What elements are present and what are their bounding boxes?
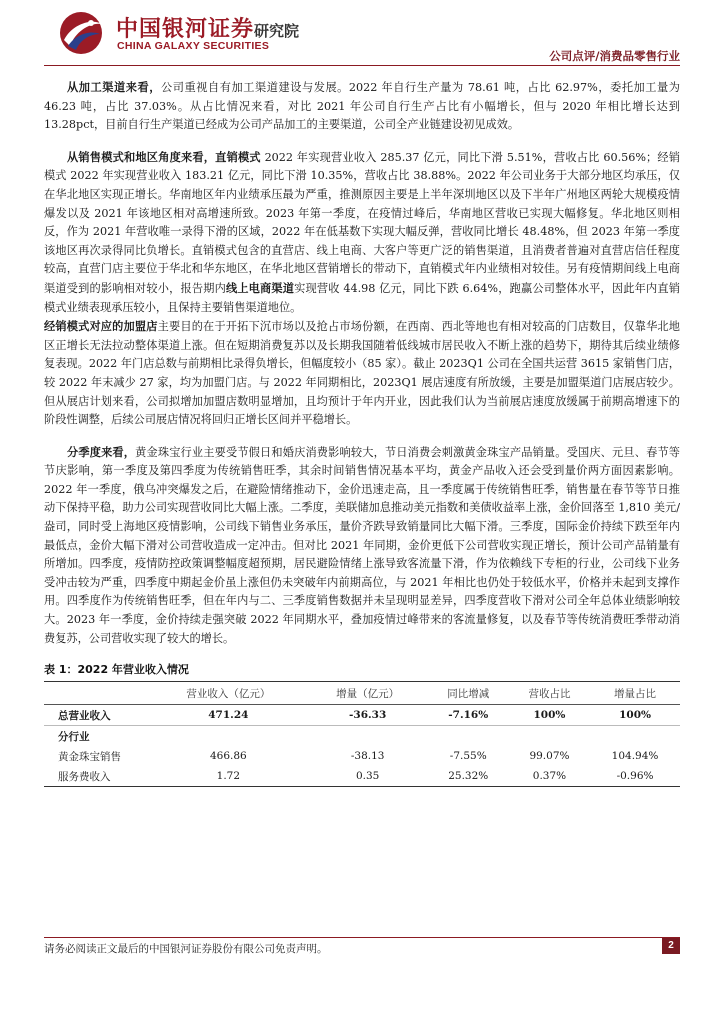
paragraph-lead: 从销售模式和地区角度来看，直销模式 (67, 149, 261, 164)
table-header-cell: 营收占比 (509, 682, 590, 705)
paragraph-sales-mode (44, 148, 680, 317)
table-cell (509, 726, 590, 747)
revenue-table (44, 681, 680, 787)
brand-name-en: CHINA GALAXY SECURITIES (117, 40, 270, 52)
table-cell: 100% (509, 705, 590, 726)
table-row (44, 746, 680, 766)
header-divider (44, 65, 680, 66)
row-label: 黄金珠宝销售 (58, 750, 121, 763)
brand-name-cn: 中国银河证券 (116, 17, 255, 42)
table-header-cell (44, 682, 149, 705)
table-caption: 表 1：2022 年营业收入情况 (44, 663, 189, 677)
table-header-cell: 增量占比 (590, 682, 680, 705)
table-cell: -7.16% (428, 705, 509, 726)
table-cell: 0.35 (308, 766, 428, 787)
report-type: 公司点评/消费品零售行业 (549, 49, 680, 63)
row-label: 分行业 (58, 730, 90, 743)
table-cell: 100% (590, 705, 680, 726)
paragraph-processing-channel (44, 78, 680, 135)
paragraph-franchise (44, 317, 680, 430)
row-label: 服务费收入 (44, 766, 149, 787)
table-cell (590, 726, 680, 747)
table-cell: -0.96% (590, 766, 680, 787)
table-row (44, 726, 680, 747)
table-cell: 471.24 (149, 705, 308, 726)
report-body (44, 78, 680, 787)
paragraph-quarterly (44, 443, 680, 649)
paragraph-lead: 从加工渠道来看， (67, 80, 161, 94)
paragraph-text: 主要目的在于开拓下沉市场以及抢占市场份额，在西南、西北等地也有相对较高的门店数目，仅靠华北地区正增长无法拉动整体渠道上涨。但在短期消费复苏以及长期我国随着低线城市居民收入不断上涨的趋势下，期待其后续业绩修复表现。2022 年门店总数与前期相比录得负增长，但幅度较小（85 家）。截止 2023Q1 公司在全国共运营 3615 家销售门店，较 2022 年末减少 27 家，均为加盟门店。与 2022 年同期相比，2023Q1 展店速度有所放缓，主要是加盟渠道门店展店较少。但从展店计划来看，公司拟增加加盟店数明显增加，且均预计于年内开业，因此我们认为当前展店速度放缓属于前期高增速下的阶段性调整，后续公司展店情况将回归正增长区间并平稳增长。 (44, 320, 680, 427)
table-cell (428, 726, 509, 747)
table-row (44, 705, 680, 726)
table-cell: -38.13 (350, 750, 385, 763)
table-header-cell: 增量（亿元） (308, 682, 428, 705)
paragraph-text: 黄金珠宝行业主要受节假日和婚庆消费影响较大，节日消费会刺激黄金珠宝产品销量。受国庆、元旦、春节等节庆影响，第一季度及第四季度为传统销售旺季，其余时间销售情况基本平均，黄金产品收入还会受到量价两方面因素影响。2022 年一季度，俄乌冲突爆发之后，在避险情绪推动下，金价迅速走高，且一季度属于传统销售旺季，销售量在春节等节日推动下保持平稳，助力公司实现营收同比大幅上涨。二季度，美联储加息推动美元指数和美债收益率上涨，金价回落至 1,810 美元/盎司，同时受上海地区疫情影响，公司线下销售业务承压，量价齐跌导致销量同比大幅下滑。三季度，国际金价持续下跌至年内最低点，金价大幅下滑对公司营收造成一定冲击。但对比 2021 年同期，金价更低下公司营收实现正增长，预计公司产品销量有所增加。四季度，疫情防控政策调整幅度超预期，居民避险情绪上涨导致客流量下滑，作为依赖线下专柜的行业，公司线下业务受冲击较为严重，四季度中期起金价虽上涨但仍未突破年内前期高位，与 2021 年相比也仍处于较低水平，价格并未起到支撑作用。四季度作为传统销售旺季，但在年内与二、三季度销售数据并未呈现明显差异，四季度营收下滑对公司全年总体业绩影响较大。2023 年一季度，金价持续走强突破 2022 年同期水平，叠加疫情过峰带来的客流量修复，以及春节等传统消费旺季带动消费复苏，公司营收实现了较大的增长。 (44, 445, 680, 645)
table-row (44, 766, 680, 787)
page-header (0, 0, 724, 70)
galaxy-logo-icon (58, 10, 104, 56)
table-cell: 0.37% (509, 766, 590, 787)
table-cell (308, 726, 428, 747)
table-cell: 25.32% (428, 766, 509, 787)
highlight-online-channel: 线上电商渠道 (225, 280, 295, 295)
paragraph-text: 实现营收 44.98 亿元，同比下跌 6.64%，跑赢公司整体水平，因此年内直销模式业绩表现承压较小，且保持主要销售渠道地位。 (44, 281, 680, 314)
paragraph-lead: 分季度来看， (67, 444, 136, 459)
paragraph-lead: 经销模式对应的加盟店 (44, 319, 158, 334)
table-cell: 466.86 (209, 750, 247, 763)
table-cell: -7.55% (449, 750, 487, 763)
table-cell: 99.07% (529, 750, 570, 763)
footer-disclaimer: 请务必阅读正文最后的中国银河证券股份有限公司免责声明。 (44, 943, 328, 955)
table-cell (149, 726, 308, 747)
page-number: 2 (662, 938, 680, 954)
footer-divider (44, 937, 680, 938)
paragraph-text: 2022 年实现营业收入 285.37 亿元，同比下滑 5.51%，营收占比 60.56%；经销模式 2022 年实现营业收入 183.21 亿元，同比下滑 10.35%，营收占比 38.88%。2022 年公司业务于大部分地区均承压，仅在华北地区实现正增长。华南地区年内业绩承压最为严重，推测原因主要是上半年深圳地区以及下半年广州地区两轮大规模疫情爆发以及 2021 年该地区相对高增速所致。2023 年第一季度，在疫情过峰后，华南地区营收已实现大幅修复。华北地区则相反，作为 2021 年营收唯一录得下滑的区域，2022 年在低基数下实现大幅反弹，营收同比增长 48.48%，但 2023 年第一季度该地区再次录得同比负增长。直销模式包含的直营店、线上电商、大客户等更广泛的销售渠道，且消费者普遍对直营店信任程度较高，直营门店主要位于华北和华东地区，在华北地区营销增长的带动下，直销模式年内业绩相对较佳。另有疫情期间线上电商渠道受到的影响相对较小，报告期内 (44, 150, 680, 295)
paragraph-text: 公司重视自有加工渠道建设与发展。2022 年自行生产量为 78.61 吨，占比 62.97%，委托加工量为 46.23 吨，占比 37.03%。从占比情况来看，对比 2021 年公司自行生产占比有小幅增长，但与 2020 年相比增长达到 13.28pct，目前自行生产渠道已经成为公司产品加工的主要渠道，公司全产业链建设初见成效。 (44, 81, 680, 132)
brand-subtitle: 研究院 (254, 22, 300, 40)
table-cell: -36.33 (308, 705, 428, 726)
table-header-cell: 营业收入（亿元） (149, 682, 308, 705)
table-header-cell: 同比增减 (428, 682, 509, 705)
table-header-row (44, 682, 680, 705)
row-label: 总营业收入 (44, 705, 149, 726)
table-cell: 104.94% (611, 750, 659, 763)
table-cell: 1.72 (149, 766, 308, 787)
